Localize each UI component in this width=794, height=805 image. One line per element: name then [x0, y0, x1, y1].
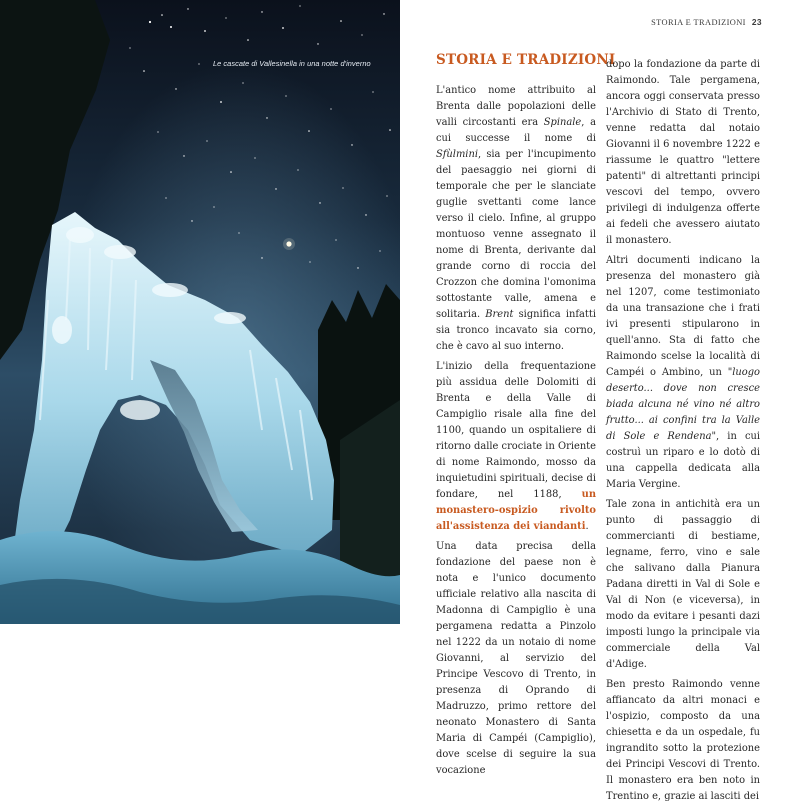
- running-head-section: STORIA E TRADIZIONI: [651, 18, 746, 27]
- photo-illustration: [0, 0, 400, 624]
- photo-caption: Le cascate di Vallesinella in una notte d'inverno: [213, 59, 371, 68]
- page-number: 23: [751, 17, 762, 27]
- waterfall-night-photo: [0, 0, 400, 624]
- paragraph-6: Ben presto Raimondo venne affiancato da altri monaci e l'ospizio, composto da una chiesetta e da un ospedale, fu ingrandito sotto la protezione dei Principi Vescovi di Trento. Il monastero era ben noto in Trentino e, grazie ai lasciti dei: [606, 679, 760, 802]
- text-page: [400, 0, 794, 802]
- article-title: STORIA E TRADIZIONI: [436, 52, 616, 68]
- highlight-monastery: un monastero-ospizio rivolto all'assistenza dei viandanti: [436, 489, 596, 532]
- running-head: [651, 17, 762, 27]
- quote-luogo-deserto: luogo deserto... dove non cresce biada alcuna né vino né altro frutto... ai confini tra la Valle di Sole e Rendena: [606, 367, 760, 442]
- text-column-right: [606, 57, 760, 805]
- paragraph-5: Tale zona in antichità era un punto di passaggio di commercianti di bestiame, legname, ferro, vino e sale che salivano dalla Pianura Padana diretti in Val di Sole e Val di Non (e viceversa), in modo da evitare i pesanti dazi imposti lungo la principale via commerciale della Val d'Adige.: [606, 499, 760, 670]
- text-column-left: [436, 83, 596, 779]
- paragraph-3-continued: dopo la fondazione da parte di Raimondo. Tale pergamena, ancora oggi conservata presso l'Archivio di Stato di Trento, venne redatta dal notaio Giovanni il 6 novembre 1222 e riassume le quattro "lettere patenti" di altrettanti principi vescovi del tempo, ovvero privilegi di indulgenza offerte ai fedeli che avessero aiutato il monastero.: [606, 59, 760, 246]
- paragraph-1: L'antico nome attribuito al Brenta dalle popolazioni delle valli circostanti era Spinale, a cui successe il nome di Sfùlmini, sia per l'incupimento del paesaggio nei giorni di temporale che per le slanciate guglie svettanti come lance verso il cielo. Infine, al gruppo montuoso venne assegnato il nome di Brenta, derivante dal grande corno di roccia del Crozzon che domina l'omonima sottostante valle, amena e solitaria. Brent significa infatti sia tronco incavato sia corno, che è cavo al suo interno.: [436, 85, 597, 352]
- paragraph-2: L'inizio della frequentazione più assidua delle Dolomiti di Brenta e della Valle di Campiglio risale alla fine del 1100, quando un ospitaliere di ritorno dalle crociate in Oriente di nome Raimondo, mosso da inquietudini spirituali, decise di fondare, nel 1188, un monastero-ospizio rivolto all'assistenza dei viandanti.: [436, 361, 596, 532]
- paragraph-4: Altri documenti indicano la presenza del monastero già nel 1207, come testimoniato da una transazione che i frati ivi presenti stipularono in quell'anno. Sta di fatto che Raimondo scelse la località di Campéi o Ambino, un "luogo deserto... dove non cresce biada alcuna né vino né altro frutto... ai confini tra la Valle di Sole e Rendena", in cui costruì un riparo e lo dotò di una cappella dedicata alla Maria Vergine.: [606, 255, 760, 490]
- paragraph-3: Una data precisa della fondazione del paese non è nota e l'unico documento ufficiale relativo alla nascita di Madonna di Campiglio è una pergamena redatta a Pinzolo nel 1222 da un notaio di nome Giovanni, al servizio del Principe Vescovo di Trento, in presenza di Oprando di Madruzzo, primo rettore del neonato Monastero di Santa Maria di Campéi (Campiglio), dove scelse di seguire la sua vocazione: [436, 541, 596, 776]
